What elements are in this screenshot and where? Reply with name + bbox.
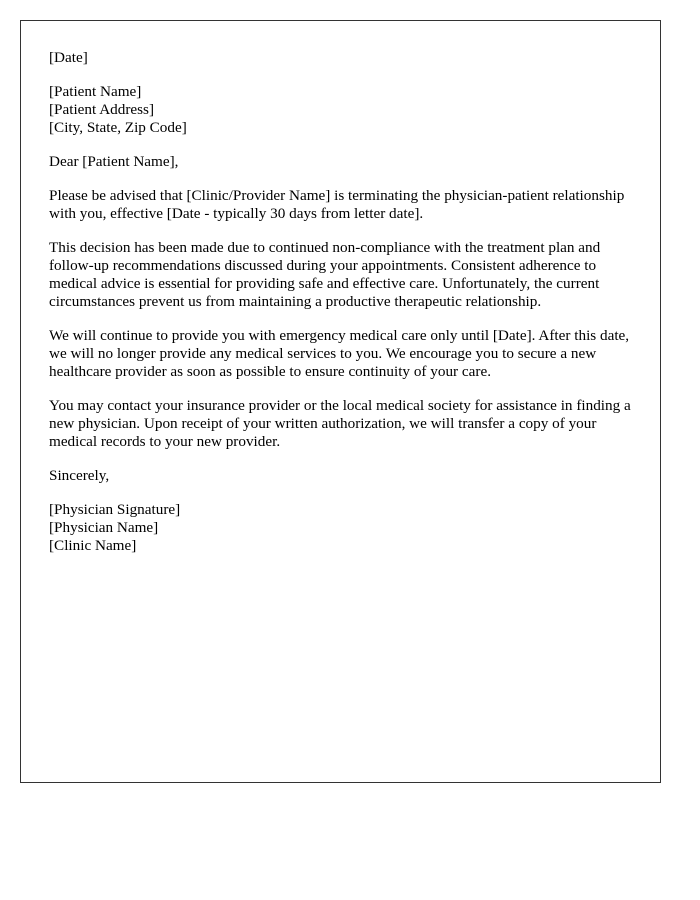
- physician-name: [Physician Name]: [49, 519, 159, 536]
- paragraph-emergency-care: We will continue to provide you with emergency medical care only until [Date]. After this date, we will no longer provide any medical services to you. We encourage you to secure a new healthcare provider as soon as possible to ensure continuity of your care.: [49, 327, 630, 380]
- letter-page: [20, 20, 661, 783]
- paragraph-records: You may contact your insurance provider or the local medical society for assistance in finding a new physician. Upon receipt of your written authorization, we will transfer a copy of your medical records to your new provider.: [49, 397, 631, 450]
- clinic-name: [Clinic Name]: [49, 537, 137, 554]
- letter-body: [49, 49, 639, 555]
- closing: Sincerely,: [49, 467, 110, 484]
- letter-date: [Date]: [49, 49, 88, 66]
- recipient-block: [49, 83, 639, 137]
- recipient-address: [Patient Address]: [49, 101, 155, 118]
- paragraph-reason: This decision has been made due to continued non-compliance with the treatment plan and follow-up recommendations discussed during your appointments. Consistent adherence to medical advice is essential for providing safe and effective care. Unfortunately, the current circumstances prevent us from maintaining a productive therapeutic relationship.: [49, 239, 601, 310]
- physician-signature: [Physician Signature]: [49, 501, 181, 518]
- salutation: Dear [Patient Name],: [49, 153, 179, 170]
- recipient-name: [Patient Name]: [49, 83, 142, 100]
- paragraph-termination: Please be advised that [Clinic/Provider Name] is terminating the physician-patient relationship with you, effective [Date - typically 30 days from letter date].: [49, 187, 625, 222]
- recipient-city: [City, State, Zip Code]: [49, 119, 187, 136]
- signature-block: [49, 501, 639, 555]
